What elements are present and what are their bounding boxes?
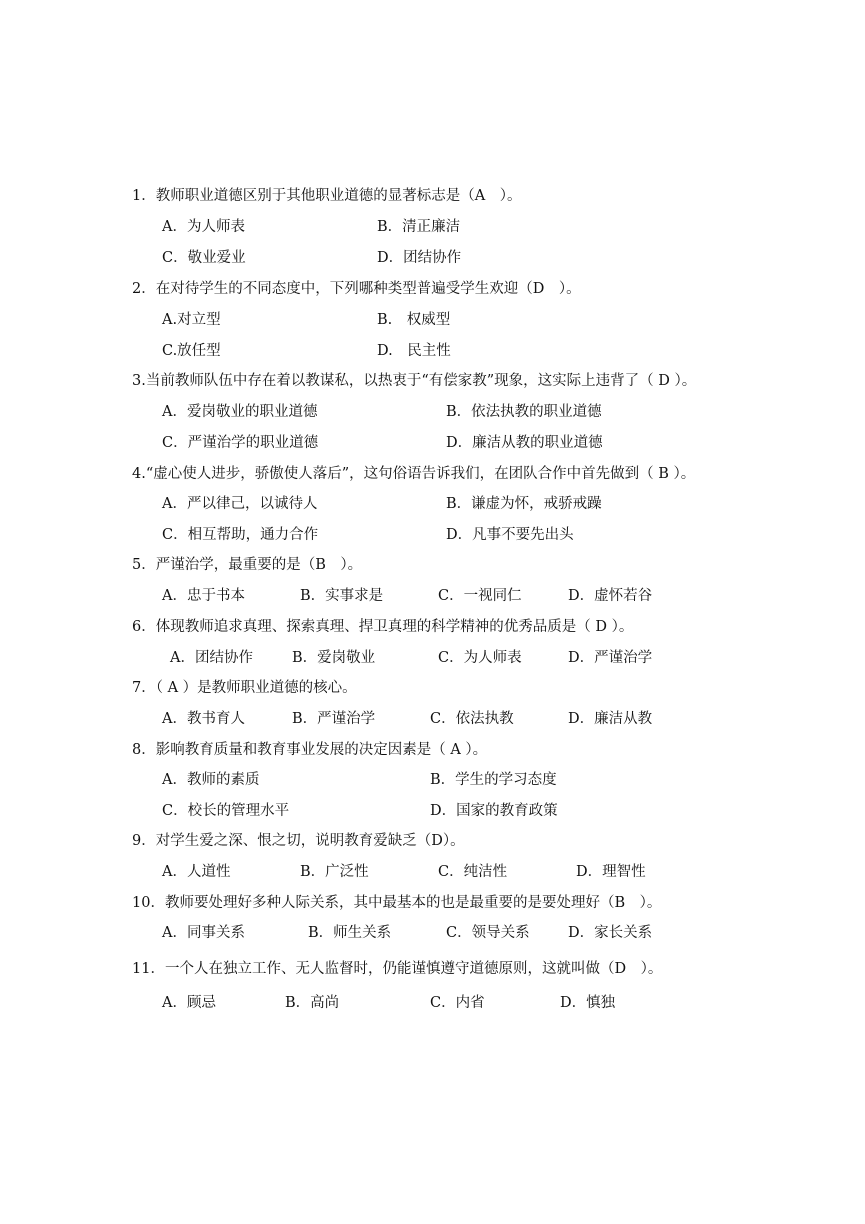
option-9a: A．人道性 (162, 864, 231, 880)
option-4c: C．相互帮助，通力合作 (162, 527, 319, 543)
option-11a: A．顾忌 (162, 995, 216, 1011)
question-8: 8．影响教育质量和教育事业发展的决定因素是（ A ）。 (132, 742, 488, 758)
option-11c: C．内省 (430, 995, 485, 1011)
option-7b: B．严谨治学 (292, 711, 376, 727)
option-3c: C．严谨治学的职业道德 (162, 435, 319, 451)
option-2a: A.对立型 (162, 312, 221, 328)
question-10: 10．教师要处理好多种人际关系，其中最基本的也是最重要的是要处理好（B ）。 (132, 895, 662, 911)
option-5b: B．实事求是 (300, 588, 384, 604)
option-2b: B. 权威型 (377, 312, 451, 328)
option-8b: B．学生的学习态度 (430, 772, 557, 788)
question-3: 3.当前教师队伍中存在着以教谋私，以热衷于“有偿家教”现象，这实际上违背了（ D ）。 (132, 373, 697, 389)
question-7: 7．（ A ）是教师职业道德的核心。 (132, 680, 357, 696)
question-1: 1．教师职业道德区别于其他职业道德的显著标志是（A ）。 (132, 188, 522, 204)
option-10d: D．家长关系 (568, 925, 653, 941)
option-4a: A．严以律己，以诚待人 (162, 496, 318, 512)
option-6d: D．严谨治学 (568, 650, 653, 666)
option-5c: C．一视同仁 (438, 588, 522, 604)
option-8d: D．国家的教育政策 (430, 803, 558, 819)
option-4b: B．谦虚为怀，戒骄戒躁 (446, 496, 602, 512)
option-4d: D．凡事不要先出头 (446, 527, 574, 543)
option-3b: B．依法执教的职业道德 (446, 404, 602, 420)
option-10a: A．同事关系 (162, 925, 245, 941)
option-1a: A．为人师表 (162, 219, 245, 235)
option-10b: B．师生关系 (308, 925, 392, 941)
option-11b: B．高尚 (285, 995, 340, 1011)
option-8a: A．教师的素质 (162, 772, 260, 788)
question-11: 11．一个人在独立工作、无人监督时，仍能谨慎遵守道德原则，这就叫做（D ）。 (132, 961, 663, 977)
option-6b: B．爱岗敬业 (292, 650, 376, 666)
option-3a: A．爱岗敬业的职业道德 (162, 404, 318, 420)
option-5d: D．虚怀若谷 (568, 588, 653, 604)
question-6: 6．体现教师追求真理、探索真理、捍卫真理的科学精神的优秀品质是（ D ）。 (132, 619, 634, 635)
option-7d: D．廉洁从教 (568, 711, 653, 727)
option-5a: A．忠于书本 (162, 588, 245, 604)
question-5: 5．严谨治学，最重要的是（B ）。 (132, 557, 363, 573)
option-9b: B．广泛性 (300, 864, 369, 880)
option-10c: C．领导关系 (446, 925, 530, 941)
option-7a: A．教书育人 (162, 711, 245, 727)
option-3d: D．廉洁从教的职业道德 (446, 435, 603, 451)
option-6c: C．为人师表 (438, 650, 522, 666)
option-9d: D．理智性 (576, 864, 646, 880)
option-2c: C.放任型 (162, 343, 221, 359)
question-2: 2．在对待学生的不同态度中，下列哪种类型普遍受学生欢迎（D ）。 (132, 281, 581, 297)
option-9c: C．纯洁性 (438, 864, 508, 880)
option-8c: C．校长的管理水平 (162, 803, 290, 819)
option-6a: A．团结协作 (170, 650, 253, 666)
option-11d: D．慎独 (560, 995, 616, 1011)
option-1d: D．团结协作 (377, 250, 462, 266)
option-1b: B．清正廉洁 (377, 219, 461, 235)
option-7c: C．依法执教 (430, 711, 514, 727)
option-1c: C．敬业爱业 (162, 250, 246, 266)
question-4: 4.“虚心使人进步，骄傲使人落后”，这句俗语告诉我们，在团队合作中首先做到（ B ）。 (132, 466, 696, 482)
question-9: 9．对学生爱之深、恨之切，说明教育爱缺乏（D）。 (132, 833, 465, 849)
option-2d: D. 民主性 (377, 343, 451, 359)
